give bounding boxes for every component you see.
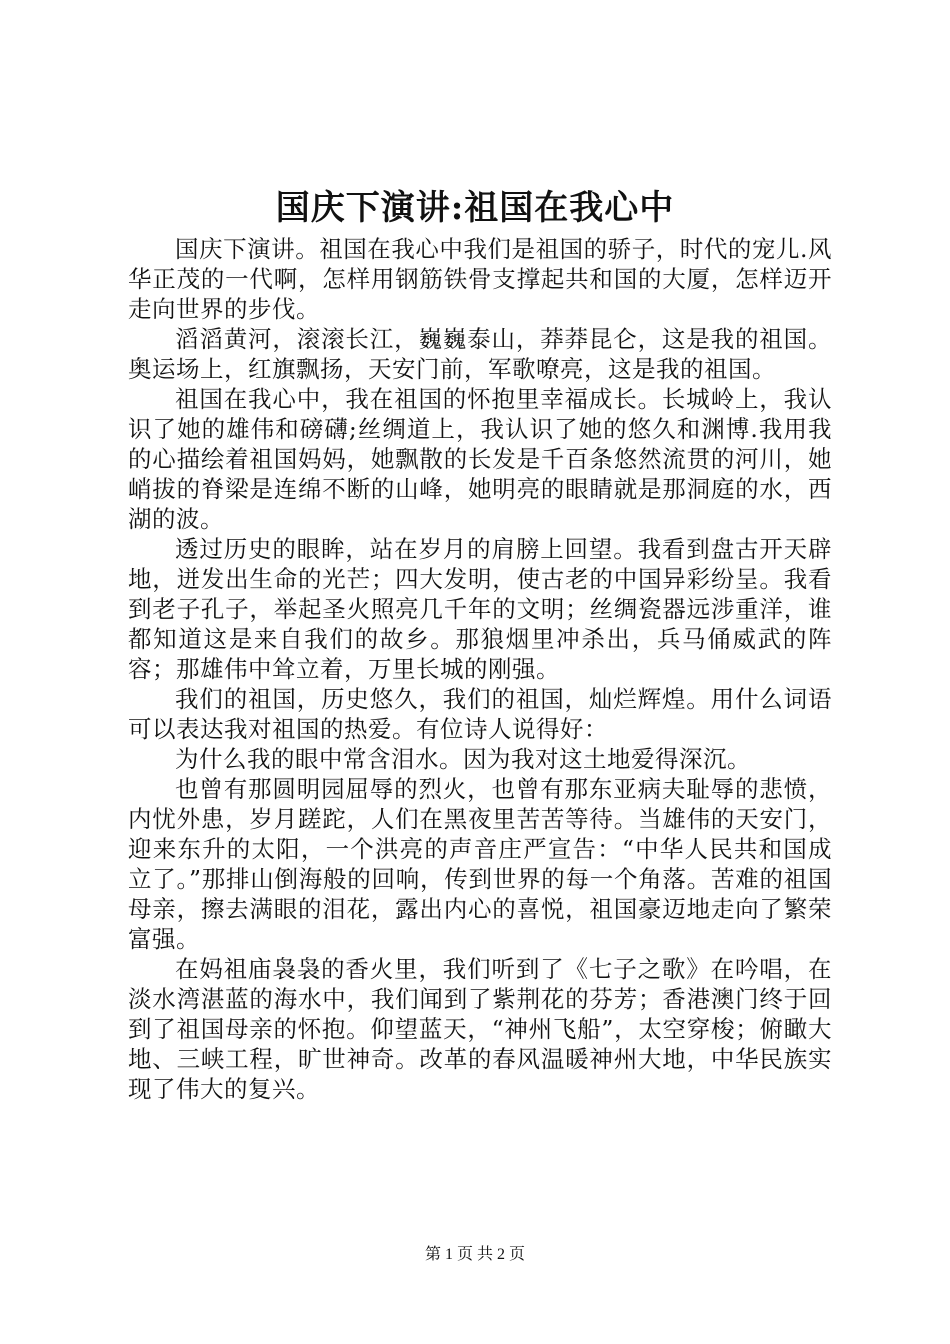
paragraph-4: 透过历史的眼眸，站在岁月的肩膀上回望。我看到盘古开天辟地，迸发出生命的光芒；四大发明，使古老的中国异彩纷呈。我看到老子孔子，举起圣火照亮几千年的文明；丝绸瓷器远涉重洋，谁都知道这是来自我们的故乡。那狼烟里冲杀出，兵马俑威武的阵容；那雄伟中耸立着，万里长城的刚强。 bbox=[128, 535, 832, 683]
paragraph-3: 祖国在我心中，我在祖国的怀抱里幸福成长。长城岭上，我认识了她的雄伟和磅礴;丝绸道上，我认识了她的悠久和渊博.我用我的心描绘着祖国妈妈，她飘散的长发是千百条悠然流贯的河川，她峭拔的脊梁是连绵不断的山峰，她明亮的眼睛就是那洞庭的水，西湖的波。 bbox=[128, 385, 832, 533]
document-body bbox=[128, 234, 832, 1104]
paragraph-1: 国庆下演讲。祖国在我心中我们是祖国的骄子，时代的宠儿.风华正茂的一代啊，怎样用钢筋铁骨支撑起共和国的大厦，怎样迈开走向世界的步伐。 bbox=[128, 235, 832, 323]
paragraph-8: 在妈祖庙袅袅的香火里，我们听到了《七子之歌》在吟唱，在淡水湾湛蓝的海水中，我们闻到了紫荆花的芬芳；香港澳门终于回到了祖国母亲的怀抱。仰望蓝天，“神州飞船”，太空穿梭；俯瞰大地、三峡工程，旷世神奇。改革的春风温暖神州大地，中华民族实现了伟大的复兴。 bbox=[128, 955, 832, 1103]
paragraph-2: 滔滔黄河，滚滚长江，巍巍泰山，莽莽昆仑，这是我的祖国。奥运场上，红旗飘扬，天安门前，军歌嘹亮，这是我的祖国。 bbox=[128, 325, 832, 383]
paragraph-7: 也曾有那圆明园屈辱的烈火，也曾有那东亚病夫耻辱的悲愤，内忧外患，岁月蹉跎，人们在黑夜里苦苦等待。当雄伟的天安门，迎来东升的太阳，一个洪亮的声音庄严宣告：“中华人民共和国成立了。”那排山倒海般的回响，传到世界的每一个角落。苦难的祖国母亲，擦去满眼的泪花，露出内心的喜悦，祖国豪迈地走向了繁荣富强。 bbox=[128, 775, 832, 953]
paragraph-5: 我们的祖国，历史悠久，我们的祖国，灿烂辉煌。用什么词语可以表达我对祖国的热爱。有位诗人说得好： bbox=[128, 685, 832, 743]
document-title: 国庆下演讲:祖国在我心中 bbox=[275, 188, 675, 228]
paragraph-6: 为什么我的眼中常含泪水。因为我对这土地爱得深沉。 bbox=[175, 745, 751, 773]
page-number-footer: 第 1 页 共 2 页 bbox=[424, 1246, 525, 1263]
